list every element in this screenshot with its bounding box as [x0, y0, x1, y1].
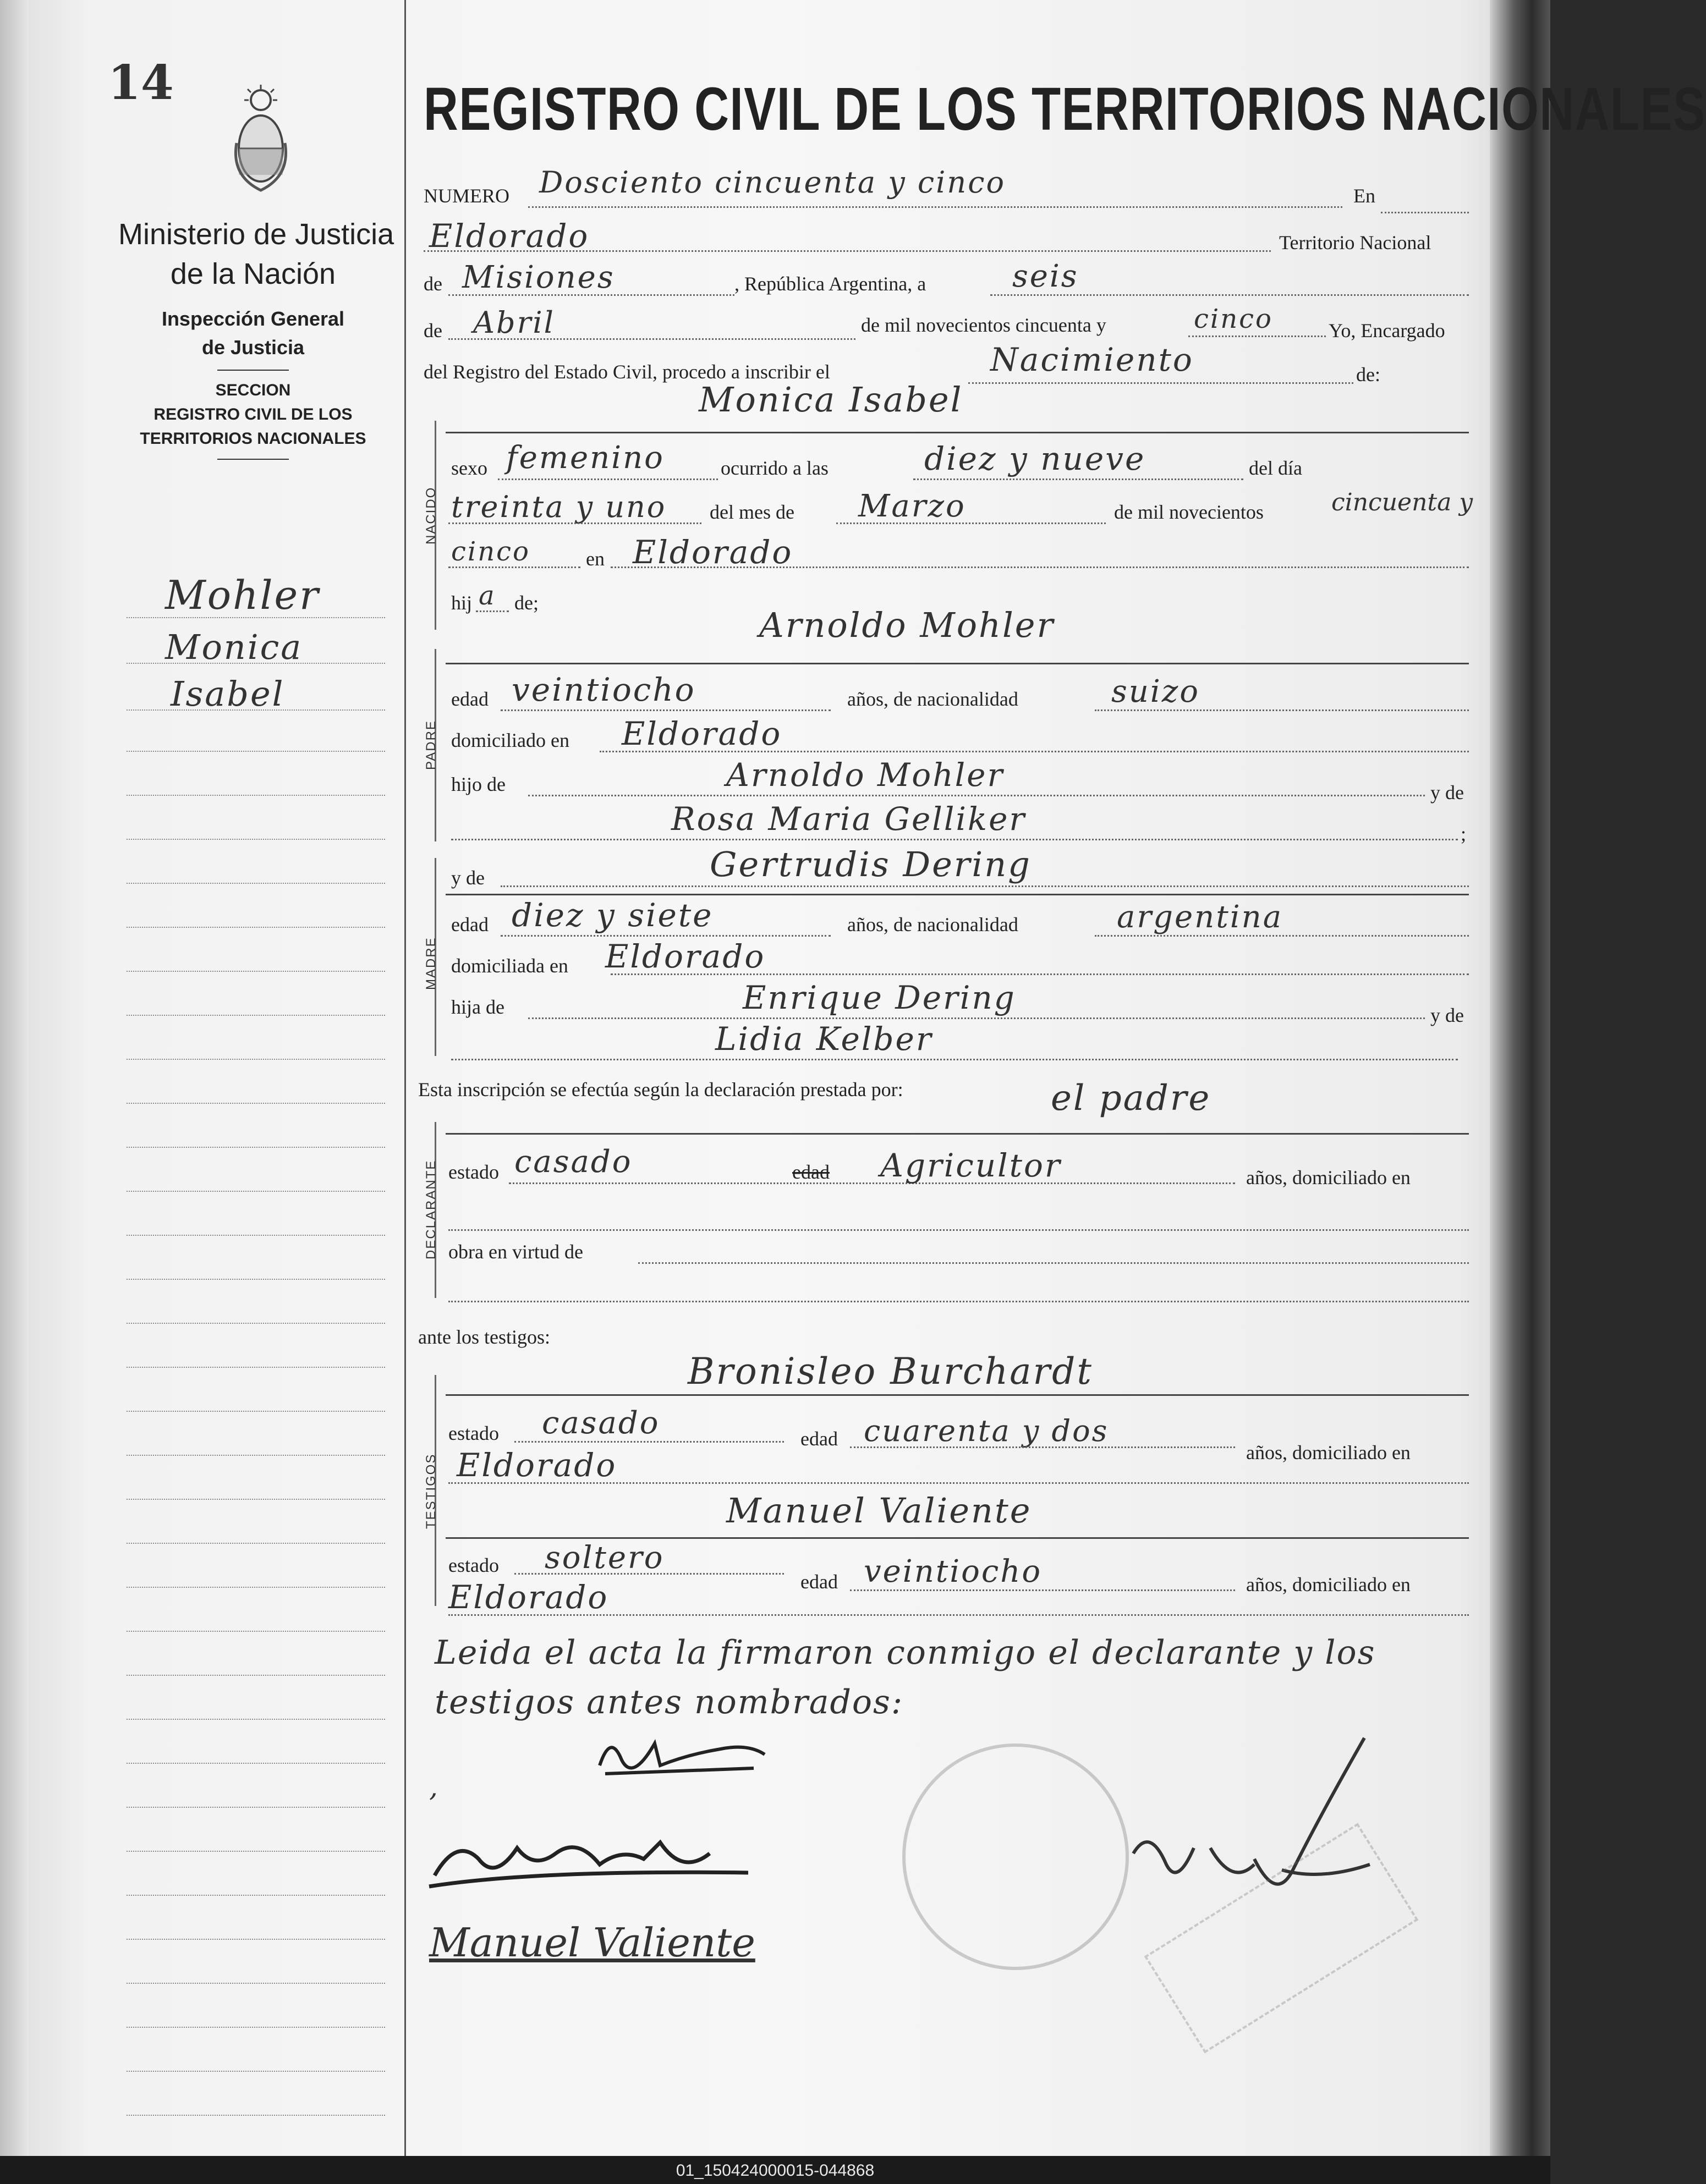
ledger-line — [127, 1323, 385, 1324]
ledger-line — [127, 1675, 385, 1676]
label-edad2: edad — [451, 914, 489, 936]
closing-line2: testigos antes nombrados: — [435, 1683, 904, 1721]
section-line2: REGISTRO CIVIL DE LOS — [153, 405, 353, 423]
fill-line — [451, 1059, 1458, 1060]
label-ante: ante los testigos: — [418, 1326, 550, 1348]
fill-line — [913, 478, 1243, 480]
entry-decl-estado: casado — [514, 1144, 633, 1180]
label-y-de: y de — [1430, 782, 1464, 804]
entry-padre: Arnoldo Mohler — [759, 605, 1055, 645]
ledger-line — [127, 927, 385, 928]
entry-territorio: Misiones — [462, 260, 615, 295]
label-del-dia: del día — [1249, 457, 1302, 479]
label-inscripcion: Esta inscripción se efectúa según la declaración prestada por: — [418, 1079, 903, 1101]
label-de-colon: de: — [1356, 364, 1380, 386]
signature-declarante — [589, 1721, 776, 1787]
ledger-line — [127, 1279, 385, 1280]
entry-mes: Abril — [473, 305, 555, 340]
entry-t2-edad: veintiocho — [864, 1554, 1043, 1589]
label-en2: en — [586, 548, 605, 570]
label-hija-de: hija de — [451, 996, 504, 1018]
entry-declarante: el padre — [1051, 1078, 1211, 1119]
fill-line — [501, 709, 831, 711]
entry-madre-nac: argentina — [1117, 899, 1283, 935]
entry-t1-estado: casado — [542, 1405, 660, 1441]
ledger-line — [127, 1059, 385, 1060]
section-rule — [446, 1394, 1469, 1396]
entry-decl-oficio: Agricultor — [880, 1147, 1062, 1184]
section-rule — [446, 432, 1469, 433]
inspection-line1: Inspección General — [161, 307, 345, 330]
entry-t2-estado: soltero — [545, 1540, 665, 1576]
label-estado3: estado — [448, 1554, 499, 1576]
label-territorio: Territorio Nacional — [1279, 232, 1431, 254]
ledger-line — [127, 2071, 385, 2072]
label-de2: de — [424, 320, 442, 342]
side-label-nacido: NACIDO — [424, 486, 438, 544]
ledger-line — [127, 1807, 385, 1808]
label-mil2: de mil novecientos — [1114, 501, 1264, 523]
label-edad4: edad — [800, 1571, 838, 1593]
label-estado2: estado — [448, 1422, 499, 1444]
ledger-line — [127, 663, 385, 664]
inspection-line2: de Justicia — [201, 336, 305, 359]
label-estado: estado — [448, 1161, 499, 1183]
label-y-de2: y de — [451, 867, 485, 889]
fill-line — [501, 885, 1469, 887]
ledger-line — [127, 1235, 385, 1236]
stamp-seal — [902, 1743, 1129, 1970]
label-hijo-de: hijo de — [451, 773, 506, 795]
label-anos-dom2: años, domiciliado en — [1246, 1442, 1411, 1464]
book-edge-left — [0, 0, 29, 2156]
ledger-line — [127, 1587, 385, 1588]
label-del-mes: del mes de — [710, 501, 794, 523]
label-de: de — [424, 273, 442, 295]
ledger-line — [127, 1411, 385, 1412]
label-y-de3: y de — [1430, 1004, 1464, 1026]
entry-hij-suffix: a — [479, 580, 496, 611]
entry-t1-edad: cuarenta y dos — [864, 1413, 1109, 1448]
label-anos-dom: años, domiciliado en — [1246, 1167, 1411, 1189]
label-edad3: edad — [800, 1428, 838, 1450]
ledger-line — [127, 1543, 385, 1544]
entry-padre-dom: Eldorado — [622, 715, 782, 752]
book-edge-right — [1490, 0, 1550, 2156]
ledger-line — [127, 2115, 385, 2116]
fill-line — [448, 522, 701, 524]
ledger-line — [127, 1983, 385, 1984]
label-mil: de mil novecientos cincuenta y — [861, 314, 1106, 336]
fill-line — [611, 973, 1469, 975]
entry-padre-nac: suizo — [1111, 674, 1200, 709]
ledger-line — [127, 751, 385, 752]
ministry-header — [118, 214, 394, 467]
margin-note-name2: Isabel — [171, 674, 285, 714]
signature-witness2: Manuel Valiente — [429, 1919, 755, 1966]
margin-divider — [404, 0, 406, 2156]
ledger-line — [127, 1939, 385, 1940]
ledger-line — [127, 1499, 385, 1500]
fill-line — [448, 338, 855, 340]
fill-line — [476, 610, 509, 612]
section-line1: SECCION — [215, 381, 291, 399]
label-anos-dom3: años, domiciliado en — [1246, 1574, 1411, 1596]
entry-abuela-pat: Rosa Maria Gelliker — [671, 800, 1027, 838]
label-anos-nac: años, de nacionalidad — [847, 688, 1018, 710]
entry-anio-nac2: cinco — [451, 536, 530, 567]
entry-acto: Nacimiento — [990, 341, 1194, 378]
entry-t1-dom: Eldorado — [457, 1446, 617, 1484]
fill-line — [451, 839, 1458, 840]
fill-line — [509, 1182, 1235, 1184]
entry-padre-edad: veintiocho — [512, 671, 696, 708]
divider — [217, 459, 289, 460]
ledger-line — [127, 1015, 385, 1016]
entry-sexo: femenino — [506, 440, 665, 476]
entry-testigo2: Manuel Valiente — [726, 1490, 1032, 1531]
fill-line — [1381, 212, 1469, 213]
label-domiciliada-en: domiciliada en — [451, 955, 568, 977]
fill-line — [1095, 935, 1469, 937]
footer-bar — [0, 2156, 1550, 2184]
fill-line — [498, 478, 718, 480]
fill-line — [448, 566, 580, 568]
entry-dia: seis — [1012, 258, 1079, 294]
label-obra: obra en virtud de — [448, 1241, 583, 1263]
fill-line — [836, 522, 1106, 524]
side-label-testigos: TESTIGOS — [424, 1453, 438, 1529]
fill-line — [850, 1446, 1235, 1448]
ledger-line — [127, 1763, 385, 1764]
ledger-line — [127, 1895, 385, 1896]
ledger-line — [127, 1367, 385, 1368]
label-ocurrido: ocurrido a las — [721, 457, 829, 479]
ledger-line — [127, 795, 385, 796]
section-rule — [446, 894, 1469, 895]
entry-t2-dom: Eldorado — [448, 1578, 609, 1616]
ledger-line — [127, 1147, 385, 1148]
fill-line — [528, 795, 1425, 796]
fill-line — [501, 935, 831, 937]
fill-line — [968, 382, 1353, 384]
ledger-line — [127, 1191, 385, 1192]
side-label-padre: PADRE — [424, 720, 438, 770]
page-number: 14 — [108, 55, 174, 111]
label-sexo: sexo — [451, 457, 487, 479]
ledger-line — [127, 617, 385, 618]
side-label-declarante: DECLARANTE — [424, 1159, 438, 1259]
fill-line — [448, 1482, 1469, 1484]
ledger-line — [127, 971, 385, 972]
fill-line — [448, 294, 734, 296]
entry-madre-edad: diez y siete — [512, 896, 714, 934]
ministry-line2: de la Nación — [170, 257, 336, 290]
label-domiciliado-en: domiciliado en — [451, 729, 569, 751]
entry-hora: diez y nueve — [924, 440, 1146, 477]
ledger-line — [127, 839, 385, 840]
entry-lugar: Eldorado — [429, 217, 590, 255]
entry-madre-dom: Eldorado — [605, 938, 766, 975]
signature-witness1 — [424, 1826, 754, 1903]
label-edad-struck: edad — [792, 1161, 830, 1183]
side-label-madre: MADRE — [424, 937, 438, 990]
entry-abuela-mat: Lidia Kelber — [715, 1020, 933, 1058]
section-rule — [446, 1537, 1469, 1539]
margin-note-name1: Monica — [165, 627, 303, 667]
label-registro: del Registro del Estado Civil, procedo a inscribir el — [424, 361, 830, 383]
dash-mark: , — [429, 1771, 440, 1803]
fill-line — [448, 1301, 1469, 1302]
label-semicolon: ; — [1461, 823, 1467, 845]
label-numero: NUMERO — [424, 185, 510, 207]
entry-abuelo-mat: Enrique Dering — [743, 979, 1016, 1016]
page-title: REGISTRO CIVIL DE LOS TERRITORIOS NACIONALES — [424, 75, 1706, 143]
label-republica: , República Argentina, a — [734, 273, 926, 295]
fill-line — [448, 1614, 1469, 1616]
entry-testigo1: Bronisleo Burchardt — [688, 1350, 1093, 1393]
fill-line — [1188, 335, 1326, 337]
footer-id: 01_150424000015-044868 — [676, 2161, 875, 2180]
entry-anio-nac1: cincuenta y — [1331, 488, 1473, 516]
ministry-line1: Ministerio de Justicia — [118, 218, 394, 251]
section-rule — [446, 1133, 1469, 1135]
label-edad: edad — [451, 688, 489, 710]
entry-numero: Dosciento cincuenta y cinco — [539, 165, 1006, 200]
entry-dia-nac: treinta y uno — [451, 489, 667, 524]
section-rule — [446, 663, 1469, 664]
entry-abuelo-pat: Arnoldo Mohler — [726, 756, 1005, 794]
closing-line1: Leida el acta la firmaron conmigo el declarante y los — [435, 1633, 1376, 1672]
ledger-line — [127, 1851, 385, 1852]
section-line3: TERRITORIOS NACIONALES — [140, 430, 366, 448]
ledger-line — [127, 1103, 385, 1104]
fill-line — [528, 206, 1342, 208]
label-en: En — [1353, 185, 1375, 207]
entry-mes-nac: Marzo — [858, 488, 966, 524]
ledger-line — [127, 1455, 385, 1456]
entry-nombre: Monica Isabel — [699, 379, 963, 420]
fill-line — [990, 294, 1469, 296]
fill-line — [448, 1229, 1469, 1231]
margin-note-surname: Mohler — [165, 572, 320, 618]
ledger-line — [127, 2027, 385, 2028]
fill-line — [514, 1573, 784, 1575]
label-hij: hij — [451, 592, 473, 614]
label-anos-nac2: años, de nacionalidad — [847, 914, 1018, 936]
entry-anio: cinco — [1194, 304, 1273, 334]
ledger-line — [127, 1719, 385, 1720]
ledger-line — [127, 709, 385, 711]
fill-line — [528, 1017, 1425, 1019]
label-de3: de; — [514, 592, 539, 614]
label-yo: Yo, Encargado — [1329, 320, 1445, 342]
fill-line — [850, 1589, 1235, 1591]
entry-lugar-nac: Eldorado — [633, 533, 793, 571]
fill-line — [424, 250, 1271, 252]
divider — [217, 370, 289, 371]
fill-line — [1095, 709, 1469, 711]
ledger-line — [127, 883, 385, 884]
coat-of-arms-icon — [231, 82, 290, 192]
fill-line — [611, 566, 1469, 568]
entry-madre: Gertrudis Dering — [710, 844, 1032, 884]
fill-line — [514, 1441, 784, 1443]
fill-line — [638, 1262, 1469, 1264]
fill-line — [600, 751, 1469, 752]
ledger-line — [127, 1631, 385, 1632]
